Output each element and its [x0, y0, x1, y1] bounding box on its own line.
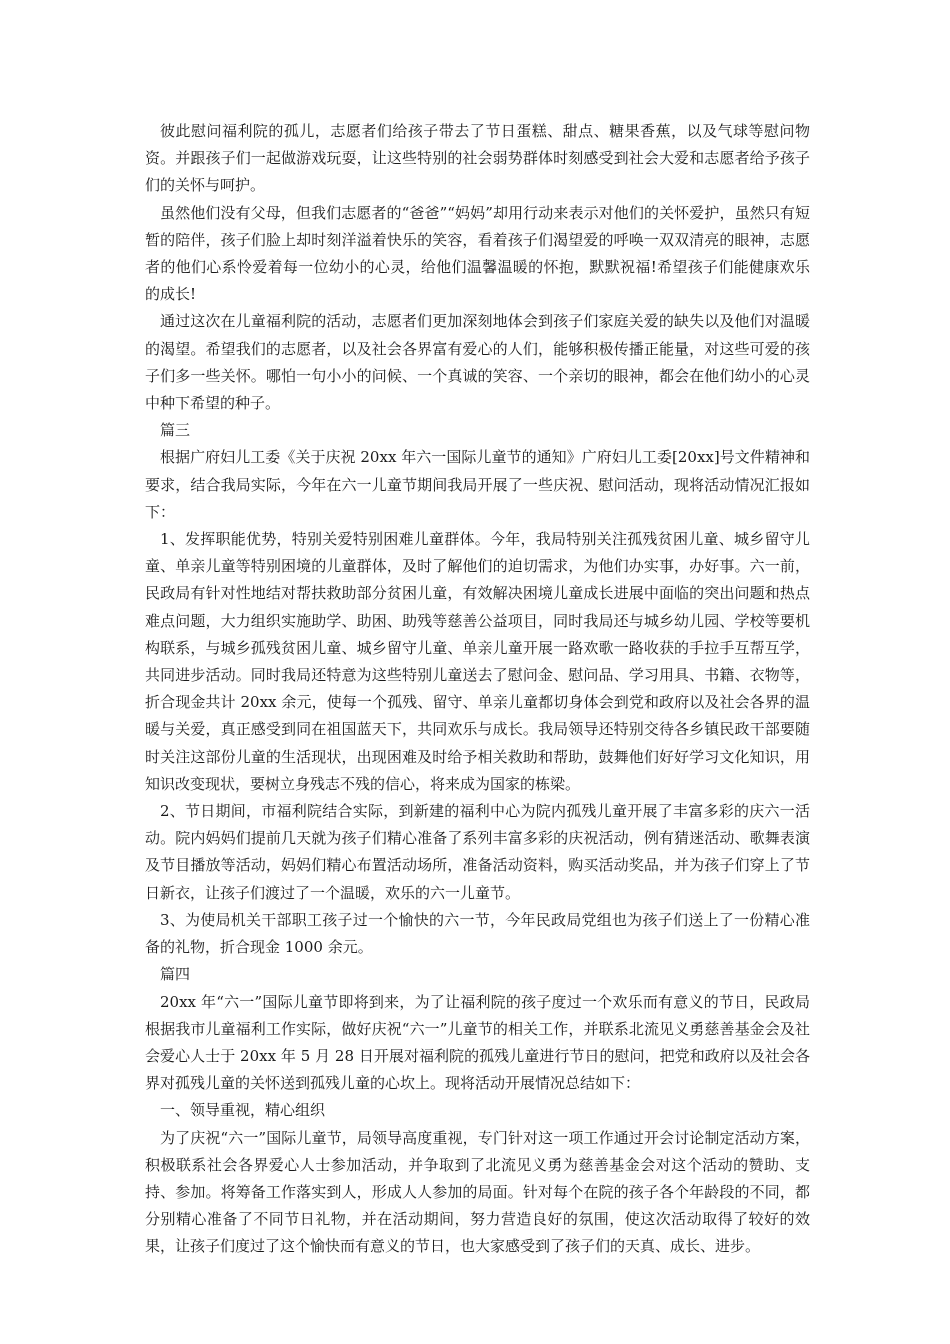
paragraph-childrens-day-intro: 20xx 年“六一”国际儿童节即将到来，为了让福利院的孩子度过一个欢乐而有意义的节日，民政局根据我市儿童福利工作实际，做好庆祝“六一”儿童节的相关工作，并联系北流见义勇慈善基金会及社会爱心人士于 20xx 年 5 月 28 日开展对福利院的孤残儿童进行节日的慰问，把党和政府以及社会各界对孤残儿童的关怀送到孤残儿童的心坎上。现将活动开展情况总结如下： [145, 992, 810, 1093]
paragraph-activity-reflection: 通过这次在儿童福利院的活动，志愿者们更加深刻地体会到孩子们家庭关爱的缺失以及他们对温暖的渴望。希望我们的志愿者，以及社会各界富有爱心的人们，能够积极传播正能量，对这些可爱的孩子们多一些关怀。哪怕一句小小的问候、一个真诚的笑容、一个亲切的眼神，都会在他们幼小的心灵中种下希望的种子。 [145, 312, 810, 413]
paragraph-volunteers-care: 虽然他们没有父母，但我们志愿者的“爸爸”“妈妈”却用行动来表示对他们的关怀爱护，虽然只有短暂的陪伴，孩子们脸上却时刻洋溢着快乐的笑容，看着孩子们渴望爱的呼唤一双双清亮的眼神，志愿者的他们心系怜爱着每一位幼小的心灵，给他们温馨温暖的怀抱，默默祝福!希望孩子们能健康欢乐的成长! [145, 203, 810, 304]
paragraph-item-two: 2、节日期间，市福利院结合实际，到新建的福利中心为院内孤残儿童开展了丰富多彩的庆六一活动。院内妈妈们提前几天就为孩子们精心准备了系列丰富多彩的庆祝活动，例有猜迷活动、歌舞表演及节目播放等活动，妈妈们精心布置活动场所，准备活动资料，购买活动奖品，并为孩子们穿上了节日新衣，让孩子们渡过了一个温暖，欢乐的六一儿童节。 [145, 802, 810, 902]
paragraph-notice-basis: 根据广府妇儿工委《关于庆祝 20xx 年六一国际儿童节的通知》广府妇儿工委[20xx]号文件精神和要求，结合我局实际，今年在六一儿童节期间我局开展了一些庆祝、慰问活动，现将活动情况汇报如下： [145, 448, 810, 521]
paragraph-item-three: 3、为使局机关干部职工孩子过一个愉快的六一节，今年民政局党组也为孩子们送上了一份精心准备的礼物，折合现金 1000 余元。 [145, 910, 810, 957]
document-body [145, 118, 810, 1261]
section-heading-part-three: 篇三 [160, 421, 191, 440]
section-heading-part-four: 篇四 [160, 965, 191, 984]
subheading-leadership: 一、领导重视，精心组织 [160, 1101, 326, 1120]
paragraph-visit-orphans: 彼此慰问福利院的孤儿，志愿者们给孩子带去了节日蛋糕、甜点、糖果香蕉，以及气球等慰问物资。并跟孩子们一起做游戏玩耍，让这些特别的社会弱势群体时刻感受到社会大爱和志愿者给予孩子们的关怀与呵护。 [145, 122, 810, 195]
paragraph-item-one: 1、发挥职能优势，特别关爱特别困难儿童群体。今年，我局特别关注孤残贫困儿童、城乡留守儿童、单亲儿童等特别困境的儿童群体，及时了解他们的迫切需求，为他们办实事，办好事。六一前，民政局有针对性地结对帮扶救助部分贫困儿童，有效解决困境儿童成长进展中面临的突出问题和热点难点问题，大力组织实施助学、助困、助残等慈善公益项目，同时我局还与城乡幼儿园、学校等要机构联系，与城乡孤残贫困儿童、城乡留守儿童、单亲儿童开展一路欢歌一路收获的手拉手互帮互学，共同进步活动。同时我局还特意为这些特别儿童送去了慰问金、慰问品、学习用具、书籍、衣物等，折合现金共计 20xx 余元，使每一个孤残、留守、单亲儿童都切身体会到党和政府以及社会各界的温暖与关爱，真正感受到同在祖国蓝天下，共同欢乐与成长。我局领导还特别交待各乡镇民政干部要随时关注这部份儿童的生活现状，出现困难及时给予相关救助和帮助，鼓舞他们好好学习文化知识，用知识改变现状，要树立身残志不残的信心，将来成为国家的栋梁。 [145, 530, 810, 793]
paragraph-leadership-detail: 为了庆祝“六一”国际儿童节，局领导高度重视，专门针对这一项工作通过开会讨论制定活动方案，积极联系社会各界爱心人士参加活动，并争取到了北流见义勇为慈善基金会对这个活动的赞助、支持、参加。将筹备工作落实到人，形成人人参加的局面。针对每个在院的孩子各个年龄段的不同，都分别精心准备了不同节日礼物，并在活动期间，努力营造良好的氛围，使这次活动取得了较好的效果，让孩子们度过了这个愉快而有意义的节日，也大家感受到了孩子们的天真、成长、进步。 [145, 1128, 810, 1256]
